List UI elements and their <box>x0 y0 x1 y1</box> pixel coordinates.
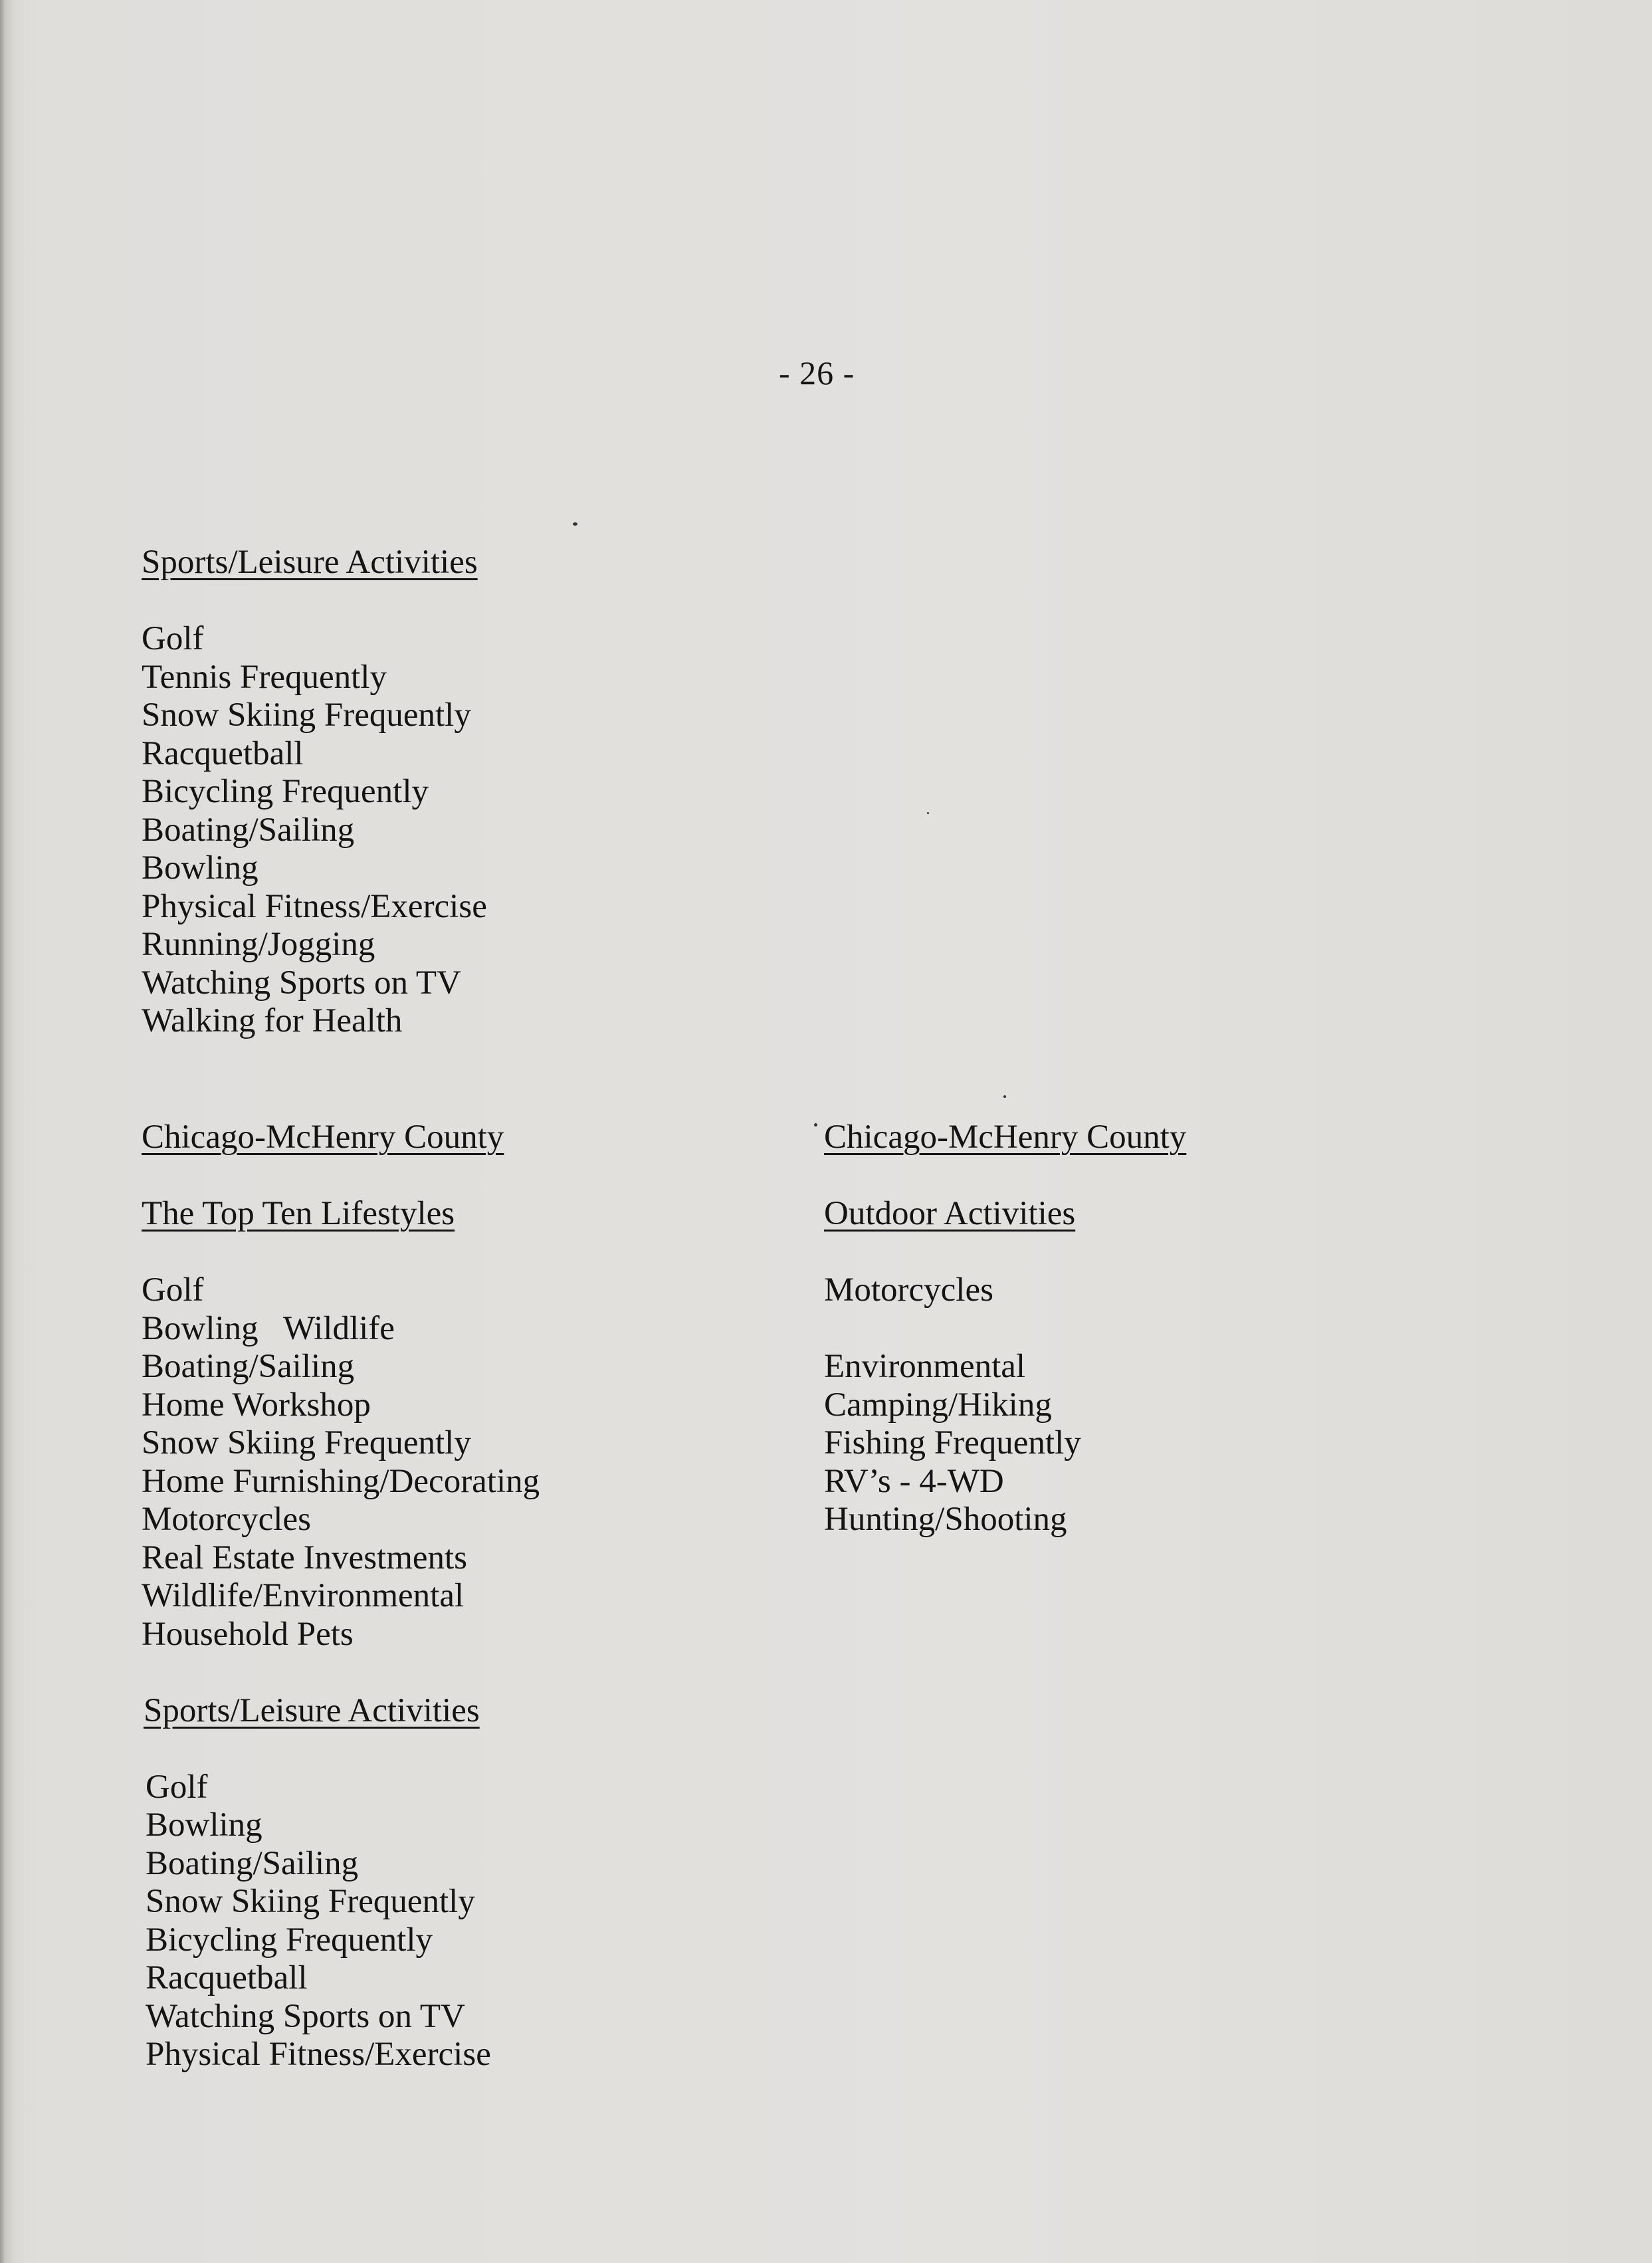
section-heading: The Top Ten Lifestyles <box>142 1195 455 1232</box>
list-item: Racquetball <box>146 1959 308 1996</box>
list-item: Racquetball <box>142 734 304 772</box>
left-top-section <box>142 544 487 1041</box>
list-item: Snow Skiing Frequently <box>142 1424 471 1461</box>
list-item: Boating/Sailing <box>142 811 355 849</box>
list-item: Camping/Hiking <box>824 1386 1052 1424</box>
list-item: Golf <box>142 620 204 657</box>
list-item: Hunting/Shooting <box>824 1501 1067 1538</box>
list-item: Golf <box>146 1768 208 1806</box>
list-item: Snow Skiing Frequently <box>146 1883 475 1920</box>
list-item: Bicycling Frequently <box>142 773 429 810</box>
list-item: Fishing Frequently <box>824 1424 1081 1461</box>
left-bottom-section <box>142 1119 540 2074</box>
speck <box>927 812 929 814</box>
speck <box>1003 1095 1006 1098</box>
county-heading: Chicago-McHenry County <box>824 1119 1187 1156</box>
list-item: Golf <box>142 1271 204 1309</box>
activity-list <box>142 1769 540 2074</box>
speck <box>814 1123 817 1127</box>
activity-list <box>142 620 487 1041</box>
activity-list <box>824 1348 1186 1539</box>
speck <box>573 522 577 526</box>
list-item: Physical Fitness/Exercise <box>146 2036 491 2073</box>
right-section <box>824 1119 1186 1539</box>
list-item: Motorcycles <box>824 1271 993 1309</box>
list-item: Real Estate Investments <box>142 1539 468 1576</box>
list-item: Tennis Frequently <box>142 658 387 696</box>
list-item: Bowling <box>146 1806 262 1844</box>
list-item: Bowling Wildlife <box>142 1309 395 1347</box>
list-item: Watching Sports on TV <box>146 1997 465 2035</box>
list-item: Home Workshop <box>142 1386 371 1424</box>
list-item: Environmental <box>824 1348 1026 1385</box>
list-item: Bicycling Frequently <box>146 1921 433 1959</box>
list-item: Watching Sports on TV <box>142 964 461 1002</box>
page-number: - 26 - <box>779 354 855 391</box>
list-item: Physical Fitness/Exercise <box>142 887 487 925</box>
list-item: Bowling <box>142 849 258 887</box>
lifestyle-list <box>142 1271 540 1654</box>
list-item: Boating/Sailing <box>146 1844 359 1882</box>
list-item: RV’s - 4-WD <box>824 1462 1004 1500</box>
list-item: Walking for Health <box>142 1002 403 1039</box>
list-item: Snow Skiing Frequently <box>142 697 471 734</box>
list-item: Household Pets <box>142 1615 354 1653</box>
list-item: Running/Jogging <box>142 926 375 963</box>
list-item: Wildlife/Environmental <box>142 1577 465 1614</box>
list-item: Boating/Sailing <box>142 1348 355 1385</box>
county-heading: Chicago-McHenry County <box>142 1119 504 1156</box>
section-heading: Sports/Leisure Activities <box>144 1691 480 1729</box>
section-heading: Outdoor Activities <box>824 1195 1076 1232</box>
list-item: Motorcycles <box>142 1501 311 1538</box>
list-item: Home Furnishing/Decorating <box>142 1462 540 1500</box>
section-heading: Sports/Leisure Activities <box>142 544 478 581</box>
